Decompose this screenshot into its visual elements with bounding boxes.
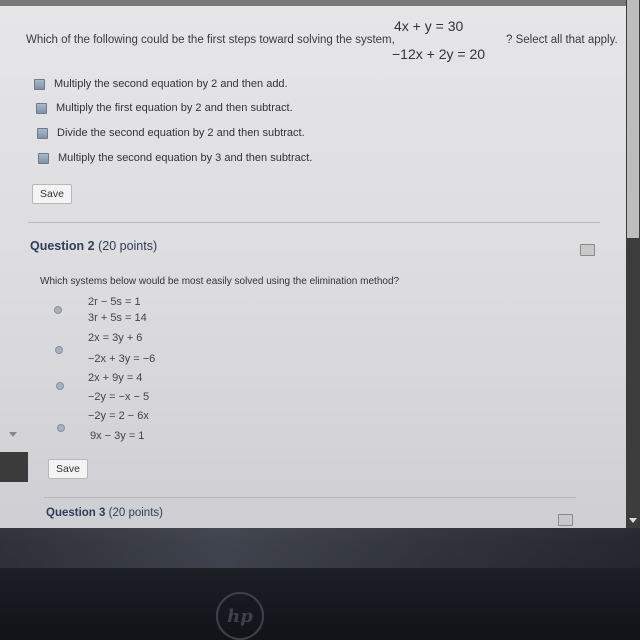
option-label: Multiply the second equation by 3 and then subtract.	[58, 152, 313, 164]
question1-suffix: ? Select all that apply.	[506, 34, 618, 46]
checkbox[interactable]	[36, 103, 47, 114]
question3-number: Question 3	[46, 507, 106, 519]
flag-question-icon[interactable]	[580, 244, 595, 256]
system-equation-1: 4x + y = 30	[394, 18, 464, 34]
question1-option-1[interactable]	[34, 78, 288, 90]
left-scroll-thumb[interactable]	[0, 452, 28, 482]
option-3-eq-1: 2x + 9y = 4	[88, 372, 143, 384]
system-equation-2: −12x + 2y = 20	[392, 46, 486, 62]
question2-points: (20 points)	[98, 239, 158, 253]
question2-save-button[interactable]: Save	[48, 459, 88, 479]
question1-option-3[interactable]	[37, 127, 305, 139]
top-edge	[0, 0, 640, 6]
option-3-eq-2: −2y = −x − 5	[88, 391, 150, 403]
option-label: Divide the second equation by 2 and then subtract.	[57, 127, 305, 139]
option-label: Multiply the second equation by 2 and then add.	[54, 78, 288, 90]
option-2-eq-1: 2x = 3y + 6	[88, 332, 143, 344]
scroll-down-icon[interactable]	[629, 518, 637, 523]
bezel-glare	[0, 528, 640, 568]
logo-text: hp	[227, 605, 253, 627]
question3-points: (20 points)	[108, 507, 163, 519]
question2-title	[30, 239, 157, 253]
checkbox[interactable]	[37, 128, 48, 139]
question1-prompt: Which of the following could be the first steps toward solving the system,	[26, 34, 395, 46]
question2-prompt: Which systems below would be most easily solved using the elimination method?	[40, 276, 400, 287]
hp-logo-icon	[216, 592, 264, 640]
option-4-eq-1: −2y = 2 − 6x	[88, 410, 149, 422]
option-1-eq-2: 3r + 5s = 14	[88, 312, 147, 324]
question1-option-4[interactable]	[38, 152, 312, 164]
question2-option-4-radio[interactable]	[57, 424, 65, 432]
question1-option-2[interactable]	[36, 102, 293, 114]
option-label: Multiply the first equation by 2 and then subtract.	[56, 102, 293, 114]
section-divider	[44, 497, 576, 498]
option-4-eq-2: 9x − 3y = 1	[90, 430, 145, 442]
scrollbar-thumb[interactable]	[627, 0, 639, 238]
option-1-eq-1: 2r − 5s = 1	[88, 296, 141, 308]
section-divider	[28, 222, 600, 223]
question2-option-1-radio[interactable]	[54, 306, 62, 314]
question2-option-3-radio[interactable]	[56, 382, 64, 390]
question3-title	[46, 507, 163, 519]
question2-number: Question 2	[30, 239, 95, 253]
checkbox[interactable]	[38, 153, 49, 164]
flag-question-icon[interactable]	[558, 514, 573, 526]
option-2-eq-2: −2x + 3y = −6	[88, 353, 156, 365]
question2-option-2-radio[interactable]	[55, 346, 63, 354]
checkbox[interactable]	[34, 79, 45, 90]
question1-save-button[interactable]: Save	[32, 184, 72, 204]
scroll-arrow-icon[interactable]	[9, 432, 17, 437]
